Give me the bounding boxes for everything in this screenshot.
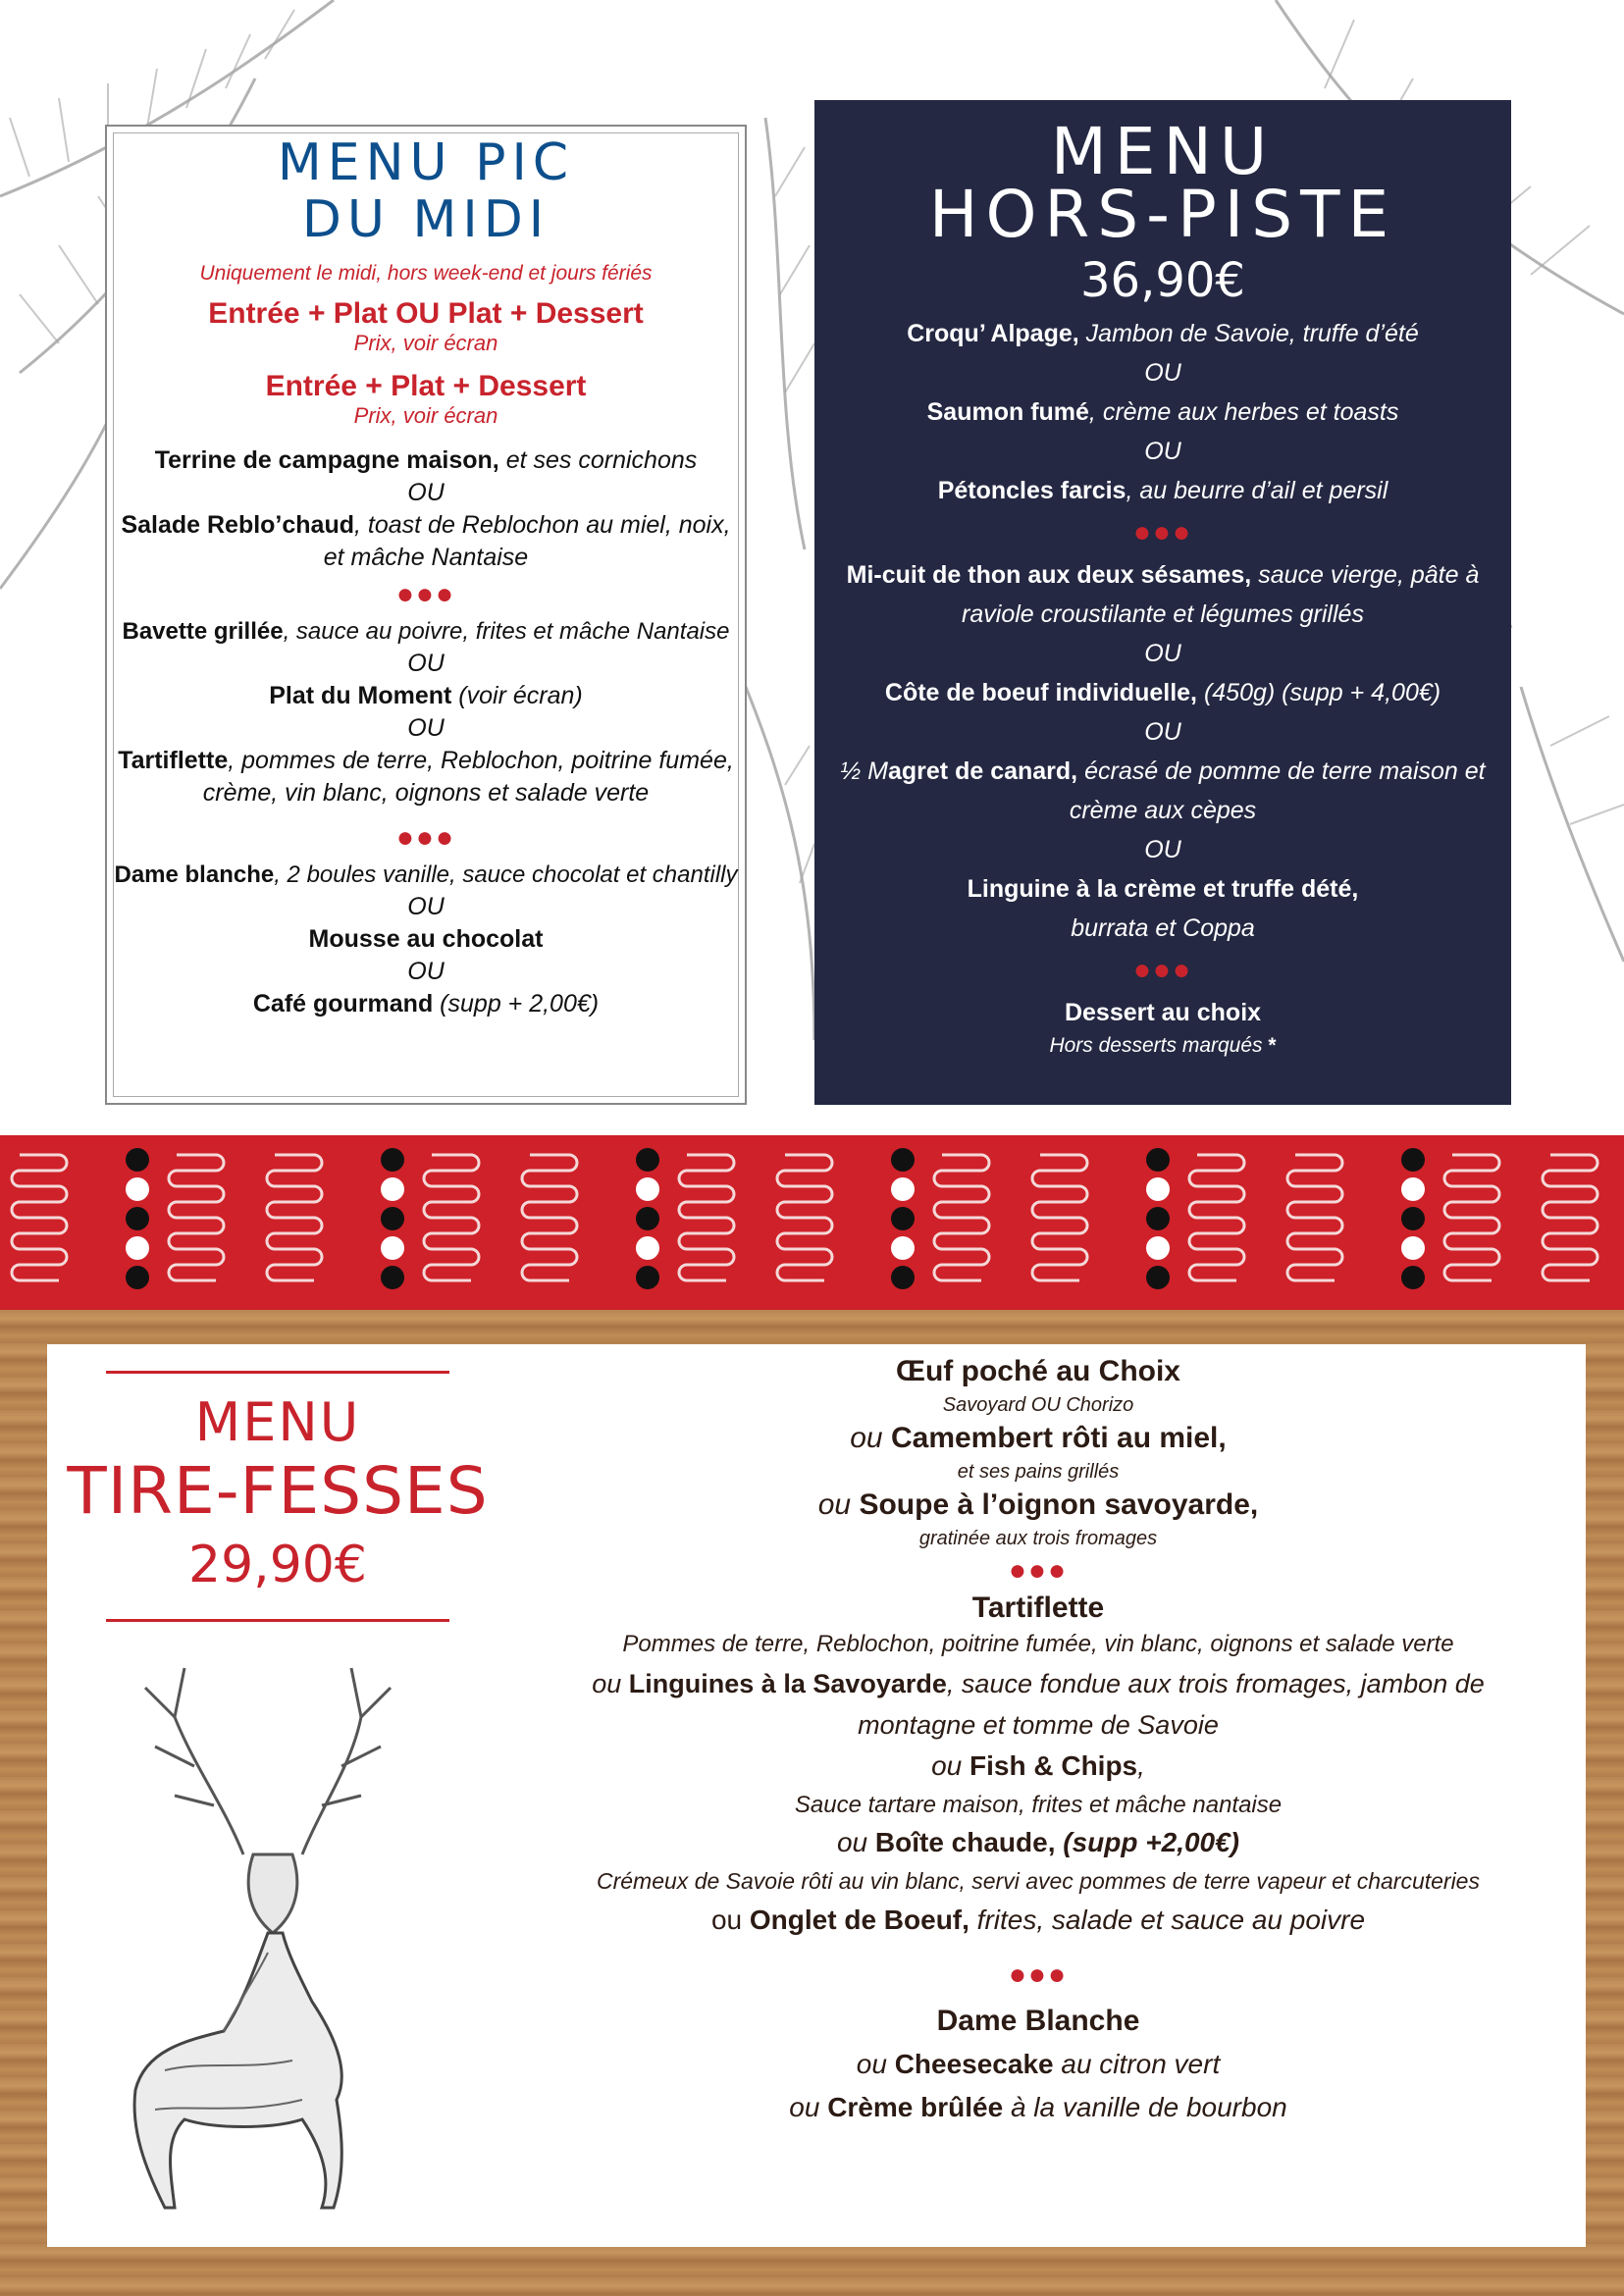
hp-starter1-desc: Jambon de Savoie, truffe d’été xyxy=(1078,320,1419,347)
or-word: ou xyxy=(710,1905,750,1935)
or-word: ou xyxy=(850,1422,891,1454)
tf-main2-name: Linguines à la Savoyarde xyxy=(628,1669,947,1698)
tf-dessert3-desc: à la vanille de bourbon xyxy=(1003,2092,1287,2122)
hp-dessert-name: Dessert au choix xyxy=(1064,999,1262,1026)
menu-hp-items xyxy=(814,314,1511,1060)
tf-main3-name: Fish & Chips xyxy=(969,1750,1138,1781)
starter2-desc-cont: et mâche Nantaise xyxy=(323,544,529,571)
main2-name: Plat du Moment xyxy=(269,682,452,709)
hp-dessert-desc: Hors desserts marqués xyxy=(1049,1034,1263,1057)
tf-price: 29,90€ xyxy=(188,1536,367,1594)
or-separator: OU xyxy=(1144,359,1181,387)
dessert2-name: Mousse au chocolat xyxy=(308,925,544,953)
or-word: ou xyxy=(789,2092,828,2122)
dessert1-desc: , 2 boules vanille, sauce chocolat et chantilly xyxy=(274,861,738,888)
main1-name: Bavette grillée xyxy=(122,618,284,645)
or-word: ou xyxy=(817,1488,860,1521)
tf-dessert1-name: Dame Blanche xyxy=(936,2005,1140,2037)
tf-starter2-desc: et ses pains grillés xyxy=(957,1461,1120,1483)
dots-separator: ●●● xyxy=(395,578,456,610)
tf-main4-name: Boîte chaude, xyxy=(874,1827,1056,1857)
tf-main5-name: Onglet de Boeuf, xyxy=(749,1905,969,1935)
hp-starter3-desc: , au beurre d’ail et persil xyxy=(1126,477,1388,504)
formula1-price: Prix, voir écran xyxy=(353,331,498,355)
band-pattern xyxy=(0,1135,1624,1310)
tf-main1-desc: Pommes de terre, Reblochon, poitrine fumée, vin blanc, oignons et salade verte xyxy=(622,1631,1454,1657)
hp-main3-desc: écrasé de pomme de terre maison et xyxy=(1077,757,1486,785)
or-separator: OU xyxy=(1144,718,1181,746)
or-separator: OU xyxy=(407,479,445,506)
hp-starter2-name: Saumon fumé xyxy=(926,398,1089,426)
hp-main2-name: Côte de boeuf individuelle, xyxy=(884,679,1197,706)
starter1-name: Terrine de campagne maison, xyxy=(154,446,499,474)
formula2: Entrée + Plat + Dessert xyxy=(265,370,587,402)
tf-main2-desc: , sauce fondue aux trois fromages, jambon de xyxy=(946,1669,1485,1698)
tf-dessert2-name: Cheesecake xyxy=(894,2049,1054,2079)
tf-starter3-desc: gratinée aux trois fromages xyxy=(918,1528,1158,1549)
starter1-desc: et ses cornichons xyxy=(498,446,698,474)
tf-starter3-name: Soupe à l’oignon savoyarde, xyxy=(859,1488,1259,1521)
tf-main3-comma: , xyxy=(1137,1750,1145,1781)
menu-tire-fesses-card xyxy=(47,1344,1586,2247)
main3-desc: , pommes de terre, Reblochon, poitrine fumée, xyxy=(228,747,734,774)
hp-main4-name: Linguine à la crème et truffe dété, xyxy=(967,875,1359,903)
dots-separator: ●●● xyxy=(1008,1554,1069,1587)
main1-desc: , sauce au poivre, frites et mâche Nantaise xyxy=(283,618,730,645)
or-word: ou xyxy=(592,1669,629,1698)
main3-desc-cont: crème, vin blanc, oignons et salade verte xyxy=(202,779,650,807)
menu-pic-items xyxy=(107,444,745,1020)
starter2-name: Salade Reblo’chaud xyxy=(121,511,354,539)
or-word: ou xyxy=(856,2049,895,2079)
hp-main3-prefix: ½ M xyxy=(840,757,888,785)
dessert3-desc: (supp + 2,00€) xyxy=(433,990,600,1018)
dots-separator: ●●● xyxy=(1132,516,1193,548)
hp-main4-desc: burrata et Coppa xyxy=(1071,914,1255,942)
or-separator: OU xyxy=(1144,640,1181,667)
tf-main2-desc-cont: montagne et tomme de Savoie xyxy=(858,1710,1219,1740)
menu-pic-subtitle: Uniquement le midi, hors week-end et jours fériés xyxy=(199,262,653,285)
hp-main1-desc-cont: raviole croustilante et légumes grillés xyxy=(962,600,1364,628)
hp-main3-name: agret de canard, xyxy=(888,757,1078,785)
main2-desc: (voir écran) xyxy=(451,682,583,709)
menu-hp-title-line1: MENU xyxy=(1050,114,1276,189)
menu-pic-du-midi-card xyxy=(105,125,747,1105)
tf-starter2-name: Camembert rôti au miel, xyxy=(890,1422,1227,1454)
title-rule-top xyxy=(106,1371,449,1374)
formula1: Entrée + Plat OU Plat + Dessert xyxy=(208,297,644,330)
or-word: ou xyxy=(836,1827,875,1857)
or-separator: OU xyxy=(407,650,445,677)
hp-main1-name: Mi-cuit de thon aux deux sésames, xyxy=(846,561,1252,589)
dots-separator: ●●● xyxy=(1008,1958,1069,1991)
stag-illustration xyxy=(77,1658,528,2237)
hp-dessert-star: * xyxy=(1262,1034,1277,1057)
or-word: ou xyxy=(931,1750,970,1781)
or-separator: OU xyxy=(407,893,445,920)
tf-title-line2: TIRE-FESSES xyxy=(67,1453,489,1529)
decorative-pattern-band xyxy=(0,1135,1624,1310)
main3-name: Tartiflette xyxy=(118,747,229,774)
tf-main3-desc: Sauce tartare maison, frites et mâche nantaise xyxy=(794,1792,1283,1818)
tf-starter1-desc: Savoyard OU Chorizo xyxy=(942,1394,1134,1416)
tf-items xyxy=(518,1352,1558,2129)
hp-starter2-desc: , crème aux herbes et toasts xyxy=(1088,398,1399,426)
or-separator: OU xyxy=(1144,836,1181,863)
or-separator: OU xyxy=(1144,438,1181,465)
title-rule-bottom xyxy=(106,1619,449,1622)
menu-pic-title-line2: DU MIDI xyxy=(301,190,550,249)
or-separator: OU xyxy=(407,958,445,985)
menu-hors-piste-card xyxy=(814,100,1511,1105)
menu-hp-title-line2: HORS-PISTE xyxy=(928,177,1397,252)
dessert3-name: Café gourmand xyxy=(252,990,434,1018)
tf-title-line1: MENU xyxy=(194,1391,361,1453)
dots-separator: ●●● xyxy=(395,821,456,854)
hp-main2-desc: (450g) (supp + 4,00€) xyxy=(1197,679,1441,706)
tf-dessert2-desc: au citron vert xyxy=(1053,2049,1221,2079)
tf-title-block xyxy=(67,1371,489,1622)
tf-main4-desc: Crémeux de Savoie rôti au vin blanc, servi avec pommes de terre vapeur et charcuteries xyxy=(597,1868,1480,1894)
menu-pic-title-line1: MENU PIC xyxy=(277,133,575,192)
tf-main1-name: Tartiflette xyxy=(971,1592,1105,1624)
hp-main3-desc-cont: crème aux cèpes xyxy=(1069,797,1257,824)
dots-separator: ●●● xyxy=(1132,954,1193,986)
tf-starter1-name: Œuf poché au Choix xyxy=(895,1355,1180,1387)
starter2-desc: , toast de Reblochon au miel, noix, xyxy=(354,511,731,539)
hp-starter3-name: Pétoncles farcis xyxy=(937,477,1126,504)
tf-main5-desc: frites, salade et sauce au poivre xyxy=(969,1905,1366,1935)
formula2-price: Prix, voir écran xyxy=(353,403,498,428)
menu-hp-price: 36,90€ xyxy=(1080,253,1245,308)
dessert1-name: Dame blanche xyxy=(114,861,275,888)
hp-starter1-name: Croqu’ Alpage, xyxy=(907,320,1079,347)
hp-main1-desc: sauce vierge, pâte à xyxy=(1251,561,1480,589)
or-separator: OU xyxy=(407,714,445,742)
tf-main4-supp: (supp +2,00€) xyxy=(1055,1827,1240,1857)
tf-dessert3-name: Crème brûlée xyxy=(827,2092,1004,2122)
